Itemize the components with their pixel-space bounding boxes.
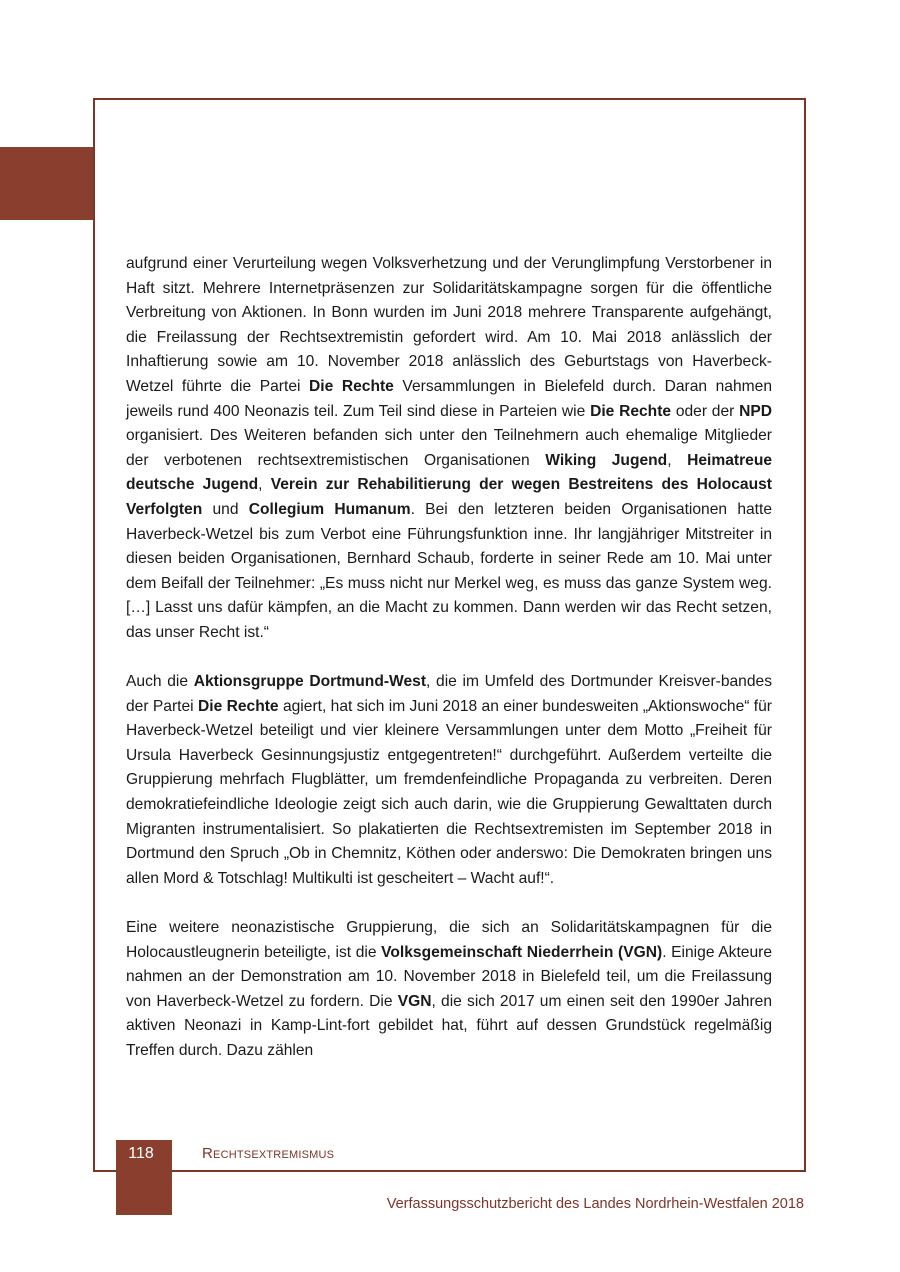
paragraph (126, 252, 772, 646)
bold-term: Aktionsgruppe Dortmund-West (193, 673, 427, 691)
bold-term: Verein zur Rehabilitierung der wegen Bestreitens des Holocaust Verfolgten (126, 476, 772, 518)
section-title: Rechtsextremismus (202, 1145, 335, 1162)
bold-term: Die Rechte (197, 697, 279, 715)
text-run: , (667, 451, 688, 469)
publication-title: Verfassungsschutzbericht des Landes Nordrhein-Westfalen 2018 (386, 1196, 804, 1212)
text-run: Eine weitere neonazistische Gruppierung, die sich an Solidaritätskampagnen für die Holocaustleugnerin beteiligte, ist die (126, 919, 772, 961)
text-run: oder der (671, 402, 740, 420)
text-run: . Bei den letzteren beiden Organisationen hatte Haverbeck-Wetzel bis zum Verbot eine Führungsfunktion inne. Ihr langjähriger Mitstreiter in diesen beiden Organisationen, Bernhard Schaub, forderte in seiner Rede am 10. Mai unter dem Beifall der Teilnehmer: „Es muss nicht nur Merkel weg, es muss das ganze System weg. […] Lasst uns dafür kämpfen, an die Macht zu kommen. Dann werden wir das Recht setzen, das unser Recht ist.“ (126, 500, 772, 641)
text-run: . Einige Akteure nahmen an der Demonstration am 10. November 2018 in Bielefeld teil, um die Freilassung von Haverbeck-Wetzel zu fordern. Die (126, 943, 772, 1010)
text-run: und (202, 500, 249, 518)
bold-term: VGN (397, 992, 432, 1010)
text-run: , die sich 2017 um einen seit den 1990er Jahren aktiven Neonazi in Kamp-Lint-fort gebildet hat, führt auf dessen Grundstück regelmäßig Treffen durch. Dazu zählen (126, 992, 773, 1059)
page-number-box (116, 1140, 172, 1215)
text-run: aufgrund einer Verurteilung wegen Volksverhetzung und der Verunglimpfung Verstorbener in Haft sitzt. Mehrere Internetpräsenzen zur Solidaritätskampagne sorgen für die öffentliche Verbreitung von Aktionen. In Bonn wurden im Juni 2018 mehrere Transparente aufgehängt, die Freilassung der Rechtsextremistin gefordert wird. Am 10. Mai 2018 anlässlich der Inhaftierung sowie am 10. November 2018 anlässlich des Geburtstags von Haverbeck-Wetzel führte die Partei (126, 255, 772, 395)
text-run: Versammlungen in Bielefeld durch. Daran nahmen jeweils rund 400 Neonazis teil. Zum Teil sind diese in Parteien wie (126, 377, 772, 420)
text-run: , (258, 476, 271, 494)
bold-term: Die Rechte (590, 402, 672, 420)
text-run: Auch die (126, 673, 194, 691)
chapter-tab (0, 147, 93, 220)
text-run: organisiert. Des Weiteren befanden sich unter den Teilnehmern auch ehemalige Mitglieder der verbotenen rechtsextremistischen Organisationen (126, 427, 772, 469)
bold-term: Wiking Jugend (545, 451, 668, 469)
text-run: agiert, hat sich im Juni 2018 an einer bundesweiten „Aktionswoche“ für Haverbeck-Wetzel beteiligt und vier kleinere Versammlungen unter dem Motto „Freiheit für Ursula Haverbeck Gesinnungsjustiz entgegentreten!“ durchgeführt. Außerdem verteilte die Gruppierung mehrfach Flugblätter, um fremdenfeindliche Propaganda zu verbreiten. Deren demokratiefeindliche Ideologie zeigt sich auch darin, wie die Gruppierung Gewalttaten durch Migranten instrumentalisiert. So plakatierten die Rechtsextremisten im September 2018 in Dortmund den Spruch „Ob in Chemnitz, Köthen oder anderswo: Die Demokraten bringen uns allen Mord & Totschlag! Multikulti ist gescheitert – Wacht auf!“. (126, 697, 772, 887)
bold-term: NPD (739, 402, 773, 420)
text-run: , die im Umfeld des Dortmunder Kreisver-bandes der Partei (126, 673, 772, 715)
page-number: 118 (128, 1145, 154, 1162)
bold-term: Collegium Humanum (248, 500, 411, 518)
body-text (126, 252, 772, 1088)
bold-term: Heimatreue deutsche Jugend (126, 451, 773, 494)
paragraph (126, 670, 772, 891)
bold-term: Die Rechte (309, 377, 394, 395)
bold-term: Volksgemeinschaft Niederrhein (VGN) (381, 943, 663, 961)
paragraph (126, 916, 772, 1064)
